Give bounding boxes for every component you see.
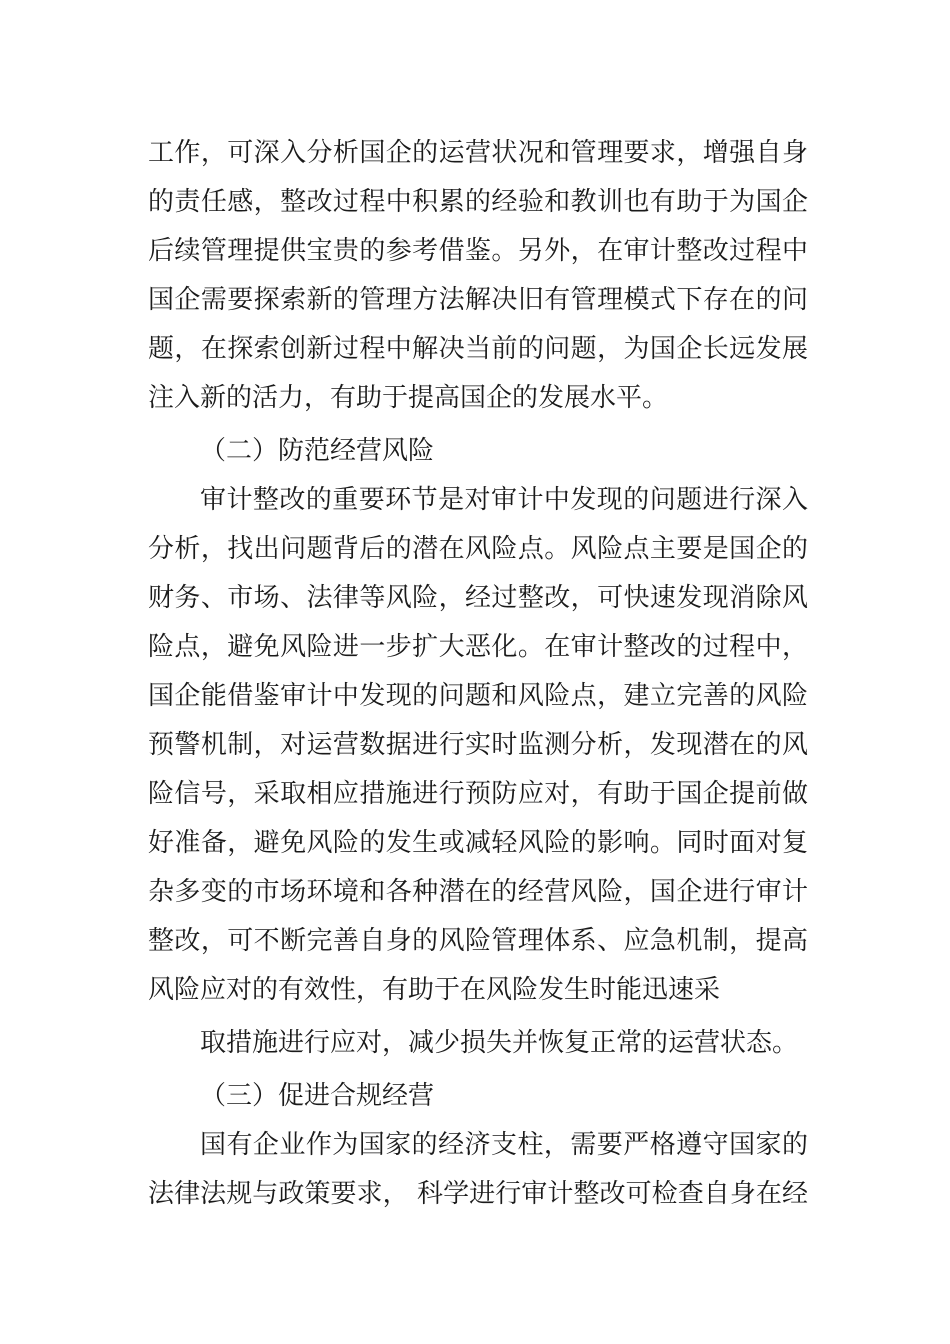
paragraph-line: 预警机制，对运营数据进行实时监测分析，发现潜在的风 xyxy=(148,730,808,760)
paragraph-line: 题，在探索创新过程中解决当前的问题，为国企长远发展 xyxy=(148,334,808,364)
paragraph-line: 杂多变的市场环境和各种潜在的经营风险，国企进行审计 xyxy=(148,877,808,907)
paragraph-line: 的责任感，整改过程中积累的经验和教训也有助于为国企 xyxy=(148,187,808,217)
section-heading: （二）防范经营风险 xyxy=(200,436,435,466)
paragraph-line: 注入新的活力，有助于提高国企的发展水平。 xyxy=(148,383,669,413)
paragraph-line: 取措施进行应对，减少损失并恢复正常的运营状态。 xyxy=(200,1028,799,1058)
section-heading: （三）促进合规经营 xyxy=(200,1081,435,1111)
paragraph-line: 整改，可不断完善自身的风险管理体系、应急机制，提高 xyxy=(148,926,808,956)
paragraph-line: 审计整改的重要环节是对审计中发现的问题进行深入 xyxy=(200,485,808,515)
paragraph-line: 国有企业作为国家的经济支柱，需要严格遵守国家的 xyxy=(200,1130,808,1160)
paragraph-line: 险点，避免风险进一步扩大恶化。在审计整改的过程中， xyxy=(148,632,808,662)
paragraph-line: 财务、市场、法律等风险，经过整改，可快速发现消除风 xyxy=(148,583,808,613)
paragraph-line: 险信号，采取相应措施进行预防应对，有助于国企提前做 xyxy=(148,779,808,809)
paragraph-line: 工作，可深入分析国企的运营状况和管理要求，增强自身 xyxy=(148,138,808,168)
paragraph-line: 国企能借鉴审计中发现的问题和风险点，建立完善的风险 xyxy=(148,681,808,711)
paragraph-line: 国企需要探索新的管理方法解决旧有管理模式下存在的问 xyxy=(148,285,808,315)
paragraph-line: 好准备，避免风险的发生或减轻风险的影响。同时面对复 xyxy=(148,828,808,858)
paragraph-line: 风险应对的有效性，有助于在风险发生时能迅速采 xyxy=(148,975,721,1005)
paragraph-line: 分析，找出问题背后的潜在风险点。风险点主要是国企的 xyxy=(148,534,808,564)
paragraph-line: 后续管理提供宝贵的参考借鉴。另外，在审计整改过程中 xyxy=(148,236,808,266)
paragraph-line: 法律法规与政策要求， 科学进行审计整改可检查自身在经 xyxy=(148,1179,808,1209)
